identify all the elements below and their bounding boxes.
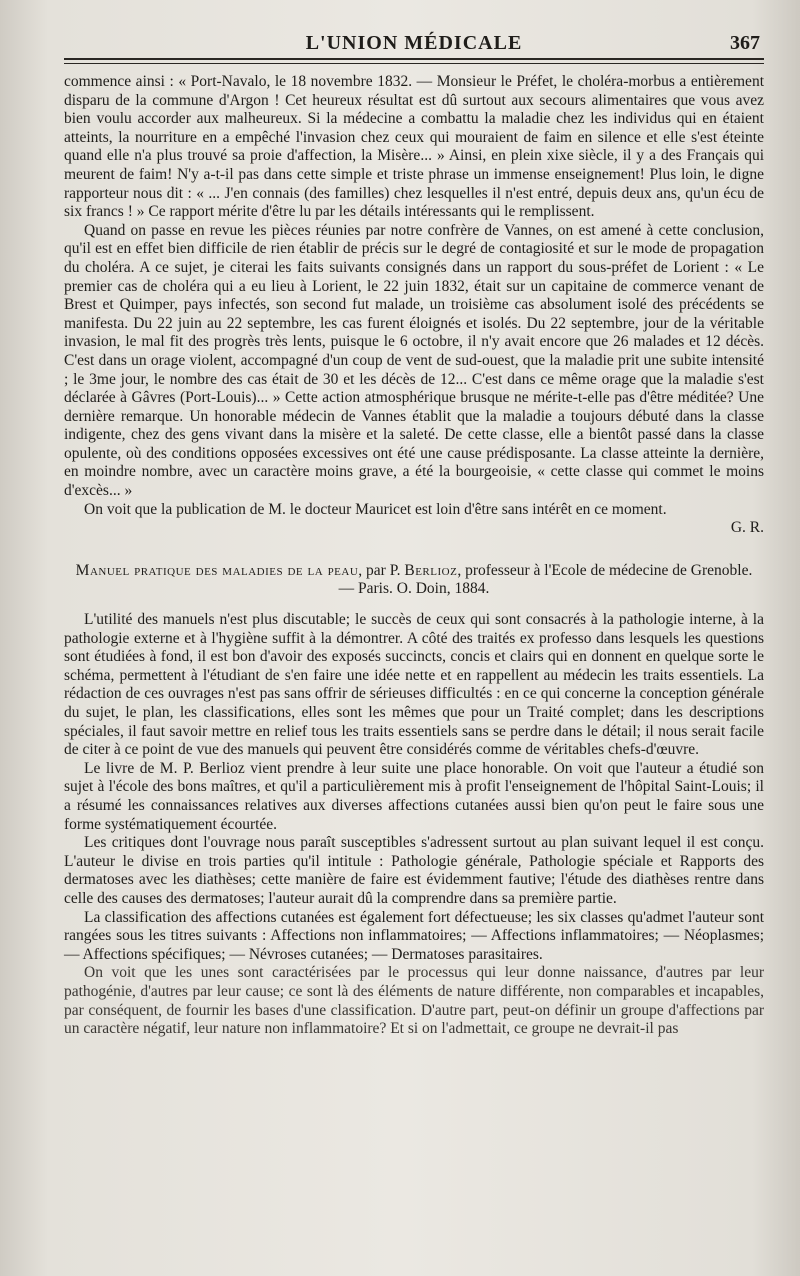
paragraph: Quand on passe en revue les pièces réunies par notre confrère de Vannes, on est amené à cette conclusion, qu'il est en effet bien difficile de rien établir de précis sur le degré de contagiosité et sur le mode de propagation du choléra. A ce sujet, je citerai les faits suivants consignés dans un rapport du sous-préfet de Lorient : « Le premier cas de choléra qui a eu lieu à Lorient, le 22 juin 1832, était sur un capitaine de commerce venant de Brest et Quimper, pays infectés, son second fut malade, un troisième cas absolument isolé des précédents se manifesta. Du 22 juin au 22 septembre, les cas furent éloignés et isolés. Du 22 septembre, jour de la véritable invasion, le mal fit des progrès très lents, puisque le 6 octobre, il n'y avait encore que 26 malades et 12 décès. C'est dans un orage violent, accompagné d'un coup de vent de sud-ouest, que la maladie prit une subite intensité ; le 3me jour, le nombre des cas était de 30 et les décès de 12... C'est dans ce même orage que la maladie s'est déclarée à Gâvres (Port-Louis)... » Cette action atmosphérique brusque ne mérite-t-elle pas d'être méditée? Une dernière remarque. Un honorable médecin de Vannes établit que la maladie a toujours débuté dans la classe indigente, chez des gens vivant dans la misère et la saleté. De cette classe, elle a bientôt passé dans la classe opulente, où des conditions opposées excessives ont été une cause prédisposante. La classe atteinte la dernière, en moindre nombre, avec un caractère moins grave, a été la bourgeoisie, « cette classe qui commet le moins d'excès... » [64,221,764,500]
paragraph: La classification des affections cutanées est également fort défectueuse; les six classes qu'admet l'auteur sont rangées sous les titres suivants : Affections non inflammatoires; — Affections inflammatoires; — Néoplasmes; — Affections spécifiques; — Névroses cutanées; — Dermatoses parasitaires. [64,908,764,963]
article-body [64,73,764,1039]
signature-line [64,519,764,538]
header-rule [64,63,764,64]
paragraph: commence ainsi : « Port-Navalo, le 18 novembre 1832. — Monsieur le Préfet, le choléra-morbus a entièrement disparu de la commune d'Argon ! Cet heureux résultat est dû surtout aux secours alimentaires que vous avez bien voulu accorder aux malheureux. Si la médecine a combattu la maladie chez les individus qui en étaient atteints, la nourriture en a empêché l'invasion chez ceux qui mouraient de faim en silence et elle s'est éteinte quand elle n'a plus trouvé sa proie d'affection, la Misère... » Ainsi, en plein xixe siècle, il y a des Français qui meurent de faim! N'y a-t-il pas dans cette simple et triste phrase un immense enseignement! Plus loin, le digne rapporteur nous dit : « ... J'en connais (des familles) chez lesquelles il n'est entré, depuis deux ans, qu'un écu de six francs ! » Ce rapport mérite d'être lu par les détails intéressants qui le remplissent. [64,73,764,221]
heading-connector: , par P. [358,561,405,579]
running-header [64,28,764,60]
author-signature: G. R. [730,519,764,537]
paragraph: Les critiques dont l'ouvrage nous paraît susceptibles s'adressent surtout au plan suivant lequel il est conçu. L'auteur le divise en trois parties qu'il intitule : Pathologie générale, Pathologie spéciale et Rapports des dermatoses avec les diathèses; cette manière de faire est évidemment fautive; l'étude des diathèses rentre dans celle des causes des dermatoses; l'auteur aurait dû la comprendre dans sa première partie. [64,834,764,907]
paragraph: L'utilité des manuels n'est plus discutable; le succès de ceux qui sont consacrés à la pathologie interne, à la pathologie externe et à l'hygiène suffit à la démontrer. A côté des traités ex professo dans lesquels les questions sont étudiées à fond, il est bon d'avoir des exposés succincts, concis et clairs qui en donnent en quelque sorte le schéma, permettent à l'étudiant de s'en faire une idée nette et en rappellent au médecin les traits essentiels. La rédaction de ces ouvrages n'est pas sans offrir de sérieuses difficultés : en ce qui concerne la conception générale du sujet, le plan, les classifications, elles sont les mêmes que pour un Traité complet; dans les descriptions spéciales, il faut savoir mettre en relief tous les traits essentiels sans se perdre dans le détail; il nous serait facile de citer à ce point de vue des manuels qui peuvent être considérés comme de véritables chefs-d'œuvre. [64,611,764,759]
journal-title: L'UNION MÉDICALE [305,31,523,54]
book-publication: , professeur à l'Ecole de médecine de Grenoble. — Paris. O. Doin, 1884. [338,561,753,598]
paragraph: On voit que les unes sont caractérisées par le processus qui leur donne naissance, d'autres par leur pathogénie, d'autres par leur cause; ce sont là des éléments de nature différente, non comparables et incapables, par conséquent, de fournir les bases d'une classification. D'autre part, peut-on définir un groupe d'affections par un caractère négatif, leur nature non inflammatoire? Et si on l'admettait, ce groupe ne devrait-il pas [64,964,764,1038]
paragraph: On voit que la publication de M. le docteur Mauricet est loin d'être sans intérêt en ce moment. [84,500,667,518]
book-author: Berlioz [404,561,458,579]
page-number: 367 [730,32,760,54]
book-title: Manuel pratique des maladies de la peau [75,561,359,579]
paragraph: Le livre de M. P. Berlioz vient prendre à leur suite une place honorable. On voit que l'auteur a étudié son sujet à l'école des bons maîtres, et qu'il a particulièrement mis à profit l'enseignement de l'hôpital Saint-Louis; il a résumé les connaissances relatives aux diverses affections cutanées aussi bien qu'on peut le faire sous une forme systématiquement écourtée. [64,759,764,833]
review-heading [64,562,764,599]
